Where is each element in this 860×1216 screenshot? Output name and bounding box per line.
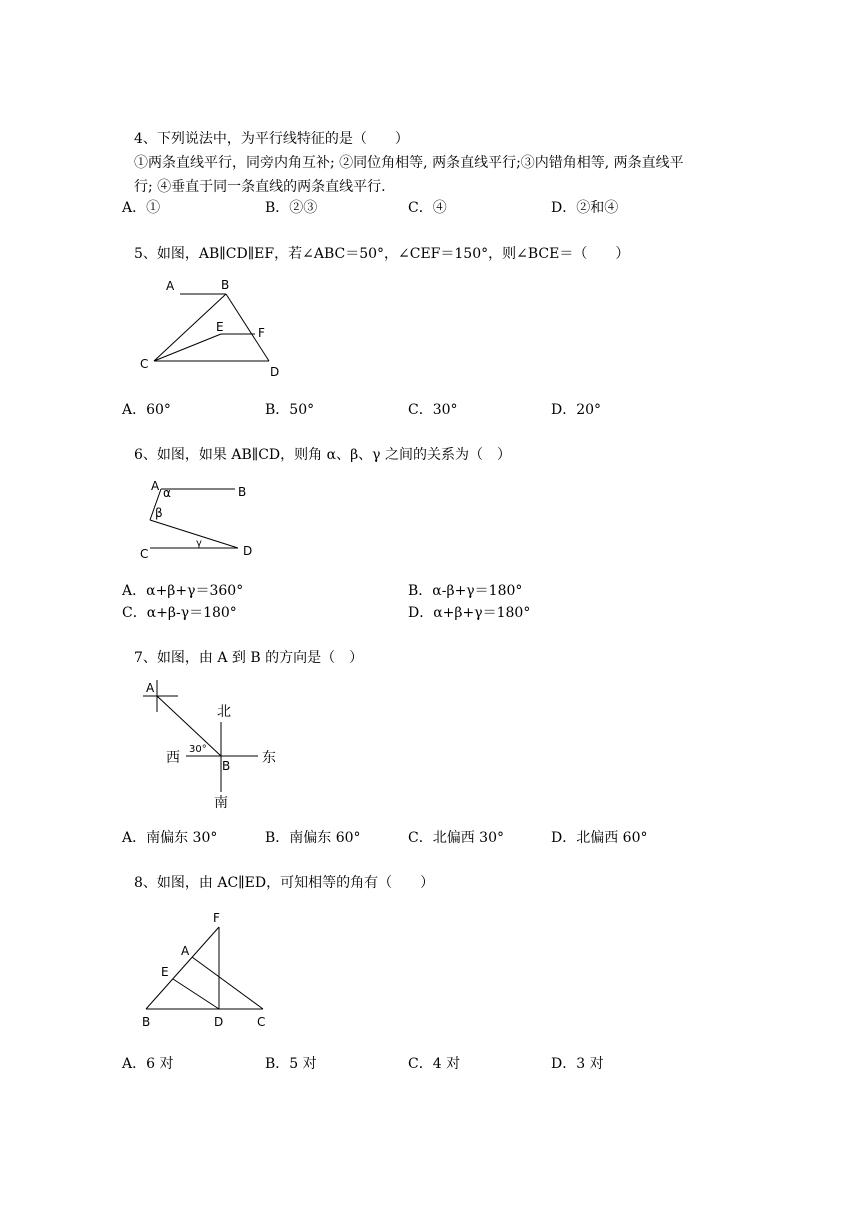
q5-option-d: D．20°: [551, 402, 602, 418]
q7-stem: 7、如图，由 A 到 B 的方向是（ ）: [134, 650, 364, 666]
q5-option-b: B．50°: [265, 402, 315, 418]
q6-label-d: D: [243, 544, 253, 558]
q7-label-east: 东: [262, 750, 276, 766]
q6-option-c: C．α+β-γ＝180°: [122, 605, 237, 621]
q8-option-b: B．5 对: [265, 1056, 317, 1072]
q7-label-south: 南: [214, 795, 228, 811]
q7-label-north: 北: [217, 704, 231, 720]
q8-stem: 8、如图，由 AC∥ED，可知相等的角有（ ）: [134, 875, 435, 891]
q4-option-a: A．①: [122, 200, 161, 216]
q5-label-a: A: [166, 279, 175, 293]
q6-label-a: A: [151, 479, 160, 493]
q6-label-c: C: [140, 547, 149, 561]
q7-label-b: B: [222, 759, 231, 773]
q8-option-c: C．4 对: [408, 1056, 461, 1072]
q8-option-a: A．6 对: [122, 1056, 174, 1072]
q5-option-a: A．60°: [122, 402, 171, 418]
q6-option-a: A．α+β+γ＝360°: [122, 583, 244, 599]
q4-stem: 4、下列说法中，为平行线特征的是（ ）: [134, 131, 409, 147]
q7-label-west: 西: [166, 750, 180, 766]
q8-label-f: F: [213, 911, 220, 925]
q8-label-a: A: [181, 944, 190, 958]
q7-label-a: A: [146, 681, 155, 695]
q6-label-alpha: α: [163, 486, 171, 500]
q8-label-e: E: [161, 965, 169, 979]
q7-label-angle: 30°: [189, 744, 207, 755]
q4-option-d: D．②和④: [551, 200, 619, 216]
q4-statement-line1: ①两条直线平行，同旁内角互补; ②同位角相等, 两条直线平行;③内错角相等, 两条直线平: [134, 155, 684, 171]
q6-stem: 6、如图，如果 AB∥CD，则角 α、β、γ 之间的关系为（ ）: [134, 447, 511, 463]
q8-option-d: D．3 对: [551, 1056, 604, 1072]
q5-label-d: D: [270, 365, 280, 379]
q6-label-gamma: γ: [196, 538, 202, 549]
q7-option-c: C．北偏西 30°: [408, 830, 504, 846]
q6-label-beta: β: [155, 506, 163, 520]
q6-option-d: D．α+β+γ＝180°: [408, 605, 531, 621]
q4-option-b: B．②③: [265, 200, 318, 216]
q7-option-d: D．北偏西 60°: [551, 830, 648, 846]
q6-option-b: B．α-β+γ＝180°: [408, 583, 523, 599]
q5-label-f: F: [258, 326, 265, 340]
q4-option-c: C．④: [408, 200, 447, 216]
q8-label-b: B: [142, 1015, 151, 1029]
q7-option-b: B．南偏东 60°: [265, 830, 361, 846]
q4-statement-line2: 行; ④垂直于同一条直线的两条直线平行.: [134, 179, 386, 195]
q8-label-d: D: [214, 1015, 224, 1029]
q8-label-c: C: [257, 1015, 266, 1029]
q5-label-b: B: [221, 278, 230, 292]
q5-option-c: C．30°: [408, 402, 458, 418]
q5-label-c: C: [140, 357, 149, 371]
q6-label-b: B: [238, 485, 247, 499]
q5-stem: 5、如图，AB∥CD∥EF，若∠ABC＝50°，∠CEF＝150°，则∠BCE＝（ ）: [134, 246, 630, 262]
q7-option-a: A．南偏东 30°: [122, 830, 218, 846]
q5-label-e: E: [216, 320, 224, 334]
